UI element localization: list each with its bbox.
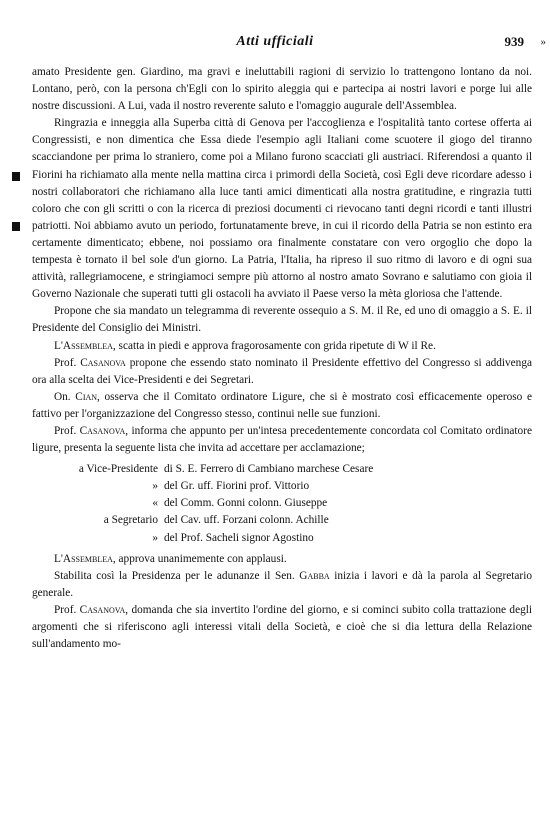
list-item-role: a Segretario	[103, 514, 158, 527]
speaker-name: L'Assemblea,	[54, 552, 116, 565]
speaker-title: Prof.	[54, 603, 80, 616]
paragraph-text: approva unanimemente con applausi.	[115, 552, 287, 565]
speaker-title: Prof.	[54, 424, 80, 437]
speaker-name: Casanova	[80, 356, 126, 369]
paragraph-text: , domanda che sia invertito l'ordine del giorno, e si cominci subito colla trattazione degli argomenti che si riferiscono agli interessi vitali della Società, e cioè che si dia lettura della Relazione sull'andamento mo-	[32, 603, 533, 651]
list-item-person: del Gr. uff. Fiorini prof. Vittorio	[164, 480, 310, 493]
list-item	[32, 530, 532, 547]
paragraph-cian	[32, 389, 532, 423]
body-text	[32, 64, 532, 653]
paragraph-casanova-1	[32, 355, 532, 389]
list-item-person: di S. E. Ferrero di Cambiano marchese Cesare	[164, 463, 374, 476]
paragraph: Ringrazia e inneggia alla Superba città di Genova per l'accoglienza e l'ospitalità tanto cortese offerta ai Congressisti, e non dimentica che Essa diede l'esempio agli Italiani come scuotere il giogo del tiranno scacciandone per prima lo straniero, come poi a Milano furono scacciati gli austriaci. Riferendosi a quanto il Fiorini ha richiamato alla mente nella mattina circa i primordi della Società, così Egli deve ricordare adesso i nostri collaboratori che richiamano alla luce tanti amici dimenticati alla nostra gratitudine, e ringrazia tutti coloro che con gli scritti o con la ricerca di preziosi documenti ci rievocano tanti degni ricordi e tanti illustri patriotti. Noi abbiamo avuto un periodo, fortunatamente breve, in cui il ricordo della Patria se non estinto era certamente dimenticato; ebbene, noi possiamo ora finalmente constatare con vero orgoglio che dopo la tempesta è tornato il bel sole d'un giorno. La Patria, l'Italia, ha ripreso il suo ritmo di lavoro e di ogni sua attività, rallegriamocene, e stringiamoci sempre più attorno al nostro amato Sovrano e salutiamo con gioia il Governo Nazionale che superati tutti gli ostacoli ha avviato il Paese verso la mèta gloriosa che l'attende.	[32, 117, 532, 301]
paragraph-casanova-2	[32, 423, 532, 457]
speaker-title: Prof.	[54, 356, 81, 369]
paragraph-text: , osserva che il Comitato ordinatore Ligure, che si è mostrato così efficacemente operoso e fattivo per l'organizzazione del Congresso stesso, continui nelle sue funzioni.	[32, 390, 532, 420]
paragraph: amato Presidente gen. Giardino, ma gravi e ineluttabili ragioni di servizio lo trattengono lontano da noi. Lontano, però, con la persona ch'Egli con lo spirito aleggia qui e partecipa ai nostri lavori e porge lui alle nostre discussioni. A Lui, vada il nostro reverente saluto e l'omaggio augurale dell'Assemblea.	[32, 66, 532, 113]
list-item-role: a Vice-Presidente	[78, 463, 158, 476]
paragraph: Propone che sia mandato un telegramma di reverente ossequio a S. M. il Re, ed uno di omaggio a S. E. il Presidente del Consiglio dei Ministri.	[32, 305, 532, 335]
nomination-list	[32, 461, 532, 546]
margin-ink-mark	[12, 172, 20, 181]
list-item-person: del Prof. Sacheli signor Agostino	[164, 531, 314, 544]
paragraph-text: scatta in piedi e approva fragorosamente con grida ripetute di W il Re.	[115, 339, 436, 352]
speaker-name: L'Assemblea,	[54, 339, 116, 352]
paragraph-assembly-2	[32, 551, 532, 568]
list-item	[32, 512, 532, 529]
running-title: Atti ufficiali	[236, 34, 314, 49]
speaker-name: Cian	[75, 390, 98, 403]
list-item	[32, 461, 532, 478]
paragraph-assembly-1	[32, 338, 532, 355]
list-item	[32, 495, 532, 512]
paragraph-text: inizia i lavori e dà la parola al Segretario generale.	[32, 569, 532, 599]
speaker-name: Gabba	[299, 569, 330, 582]
corner-mark: »	[540, 36, 546, 48]
list-item-role: »	[152, 531, 158, 544]
list-item-role: »	[152, 480, 158, 493]
list-item-person: del Comm. Gonni colonn. Giuseppe	[164, 497, 328, 510]
list-item-person: del Cav. uff. Forzani colonn. Achille	[164, 514, 329, 527]
paragraph-casanova-3	[32, 602, 532, 653]
speaker-name: Casanova	[79, 424, 126, 437]
list-item	[32, 478, 532, 495]
page-number: 939	[504, 34, 524, 49]
speaker-title: On.	[54, 390, 76, 403]
paragraph-text: , informa che appunto per un'intesa precedentemente concordata col Comitato ordinatore ligure, presenta la seguente lista che invita ad accettare per acclamazione;	[32, 424, 532, 455]
paragraph-text: Stabilita così la Presidenza per le adunanze il Sen.	[54, 569, 300, 582]
paragraph-presidency	[32, 568, 532, 602]
list-item-role: «	[152, 497, 158, 510]
speaker-name: Casanova	[79, 603, 126, 616]
margin-ink-mark	[12, 222, 20, 231]
paragraph-text: propone che essendo stato nominato il Presidente effettivo del Congresso si addivenga ora alla scelta dei Vice-Presidenti e dei Segretari.	[32, 356, 532, 386]
